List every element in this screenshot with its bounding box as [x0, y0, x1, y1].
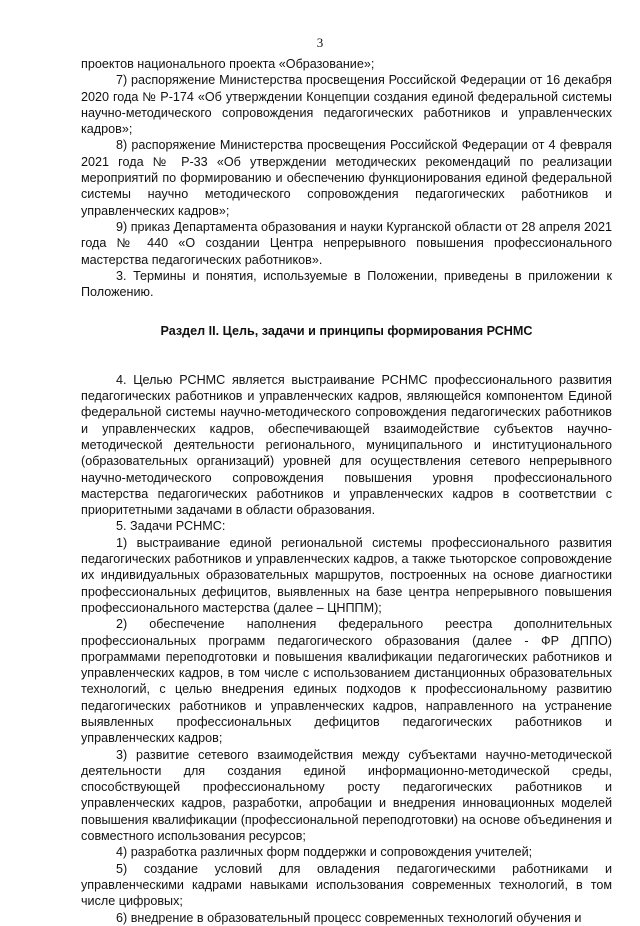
paragraph: 6) внедрение в образовательный процесс современных технологий обучения и — [116, 910, 582, 925]
paragraph: 8) распоряжение Министерства просвещения Российской Федерации от 4 февраля 2021 года № Р-33 «Об утверждении методических рекомендаций по реализации мероприятий по формированию и обеспечению функционирования единой федеральной системы научно методического сопровождения педагогических работников и управленческих кадров»; — [81, 138, 612, 218]
paragraph: 3) развитие сетевого взаимодействия между субъектами научно-методической деятельности для создания единой информационно-методической среды, способствующей профессиональному росту педагогических работников и управленческих кадров, разработки, апробации и внедрения инновационных моделей повышения квалификации (профессиональной переподготовки) на основе объединения и совместного использования ресурсов; — [81, 747, 612, 844]
paragraph: 5) создание условий для овладения педагогическими работниками и управленческими кадрами навыками использования современных технологий, в том числе цифровых; — [81, 861, 612, 909]
paragraph: 4. Целью РСНМС является выстраивание РСНМС профессионального развития педагогических работников и управленческих кадров, являющейся компонентом Единой федеральной системы научно-методического сопровождения педагогических работников и управленческих кадров, обеспечивающей взаимодействие субъектов научно-методической деятельности регионального, муниципального и институционального (образовательных организаций) уровней для осуществления сетевого непрерывного научно-методического сопровождения повышения уровня профессионального мастерства педагогических работников и управленческих кадров в соответствии с приоритетными задачами в области образования. — [81, 372, 612, 518]
paragraph: 1) выстраивание единой региональной системы профессионального развития педагогических работников и управленческих кадров, а также тьюторское сопровождение их индивидуальных образовательных маршрутов, построенных на основе диагностики профессиональных дефицитов, выявленных на базе центра непрерывного повышения профессионального мастерства (далее – ЦНППМ); — [81, 535, 612, 615]
paragraph: 4) разработка различных форм поддержки и сопровождения учителей; — [116, 845, 533, 860]
page-number: 3 — [316, 35, 324, 50]
paragraph: 9) приказ Департамента образования и науки Курганской области от 28 апреля 2021 года № 440 «О создании Центра непрерывного повышения профессионального мастерства педагогических работников». — [81, 219, 612, 267]
paragraph: проектов национального проекта «Образование»; — [81, 57, 375, 71]
page-content — [81, 56, 612, 926]
paragraph: 2) обеспечение наполнения федерального реестра дополнительных профессиональных программ педагогического образования (далее - ФР ДППО) программами переподготовки и повышения квалификации педагогических работников и управленческих кадров, в том числе с использованием дистанционных образовательных технологий, с целью внедрения единых подходов к профессиональному развитию педагогических работников и управленческих кадров, направленного на устранение выявленных профессиональных дефицитов педагогических работников и управленческих кадров; — [81, 617, 612, 746]
paragraph: 5. Задачи РСНМС: — [116, 519, 226, 534]
paragraph: 3. Термины и понятия, используемые в Положении, приведены в приложении к Положению. — [81, 268, 612, 300]
paragraph: 7) распоряжение Министерства просвещения Российской Федерации от 16 декабря 2020 года № Р-174 «Об утверждении Концепции создания единой федеральной системы научно-методического сопровождения педагогических работников и управленческих кадров»; — [81, 73, 612, 137]
section-heading: Раздел II. Цель, задачи и принципы формирования РСНМС — [160, 324, 533, 339]
